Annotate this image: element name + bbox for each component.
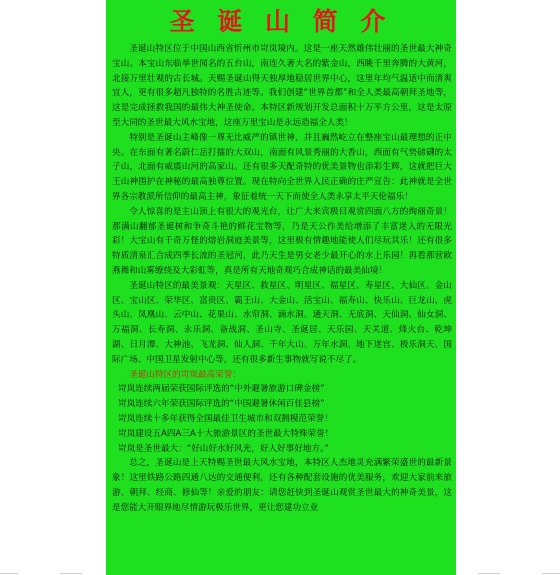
edge-mark [542, 573, 560, 574]
paragraph-observation-deck: 令人惊喜的是主山顶上有很大的观光台，让广大来宾极目观赏四面八方的绚丽奇景！那满山翻郁圣诞树和争奇斗艳的鲜花宝物等，乃是天公作美给增添了丰富迷人的无限光彩！大宝山有千奇万怪的熔岩洞庭美景等，这里极有情趣地能使人们尽玩其乐！还有很多特质清泉汇合成四季长流的圣冠河，此乃天生是男女老少最开心的水上乐园！再看那营欧燕舞和山雾缭绕及大彩虹等，真是所有天地奇观巧合成神话的最美仙境！ [112, 206, 452, 276]
honors-heading: 圣诞山特区的岢岚最高荣誉： [129, 369, 241, 380]
paragraph-closing: 总之，圣诞山是上天特赐圣世最大风水宝地，本特区人杰地灵充满繁荣盛世的最新景象！这里铁路公路四通八达的交通便利，还有各种配套设施的优美服务，欢迎大家前来旅游、朝拜、经商、修仙等！亲爱的朋友：请您赶快到圣诞山观赏圣世最大的神奇美景，这是您能大开眼界地尽情游玩极乐世界，更让您建功立业 [112, 458, 452, 513]
paragraph-location: 圣诞山特区位于中国山西省忻州市岢岚境内。这是一座天然雄伟壮丽的圣世最大神奇宝山。本宝山东临举世闻名的五台山，南连久著大名的紫金山，西眺千里奔腾的大黄河，北接万里壮观的古长城。天赐圣诞山得天独厚地稳居世界中心，这里年均气温适中而清爽宜人，更有很多超凡独特的名胜古迹等。我们创建“世界首都”和全人类最高朝拜圣地等，这是完成拯救我国的最伟大神圣使命。本特区新规划开发总面积十万平方公里，这是太原至大同的圣世最大风水宝地，这座万里宝山是永远造福全人类！ [112, 44, 452, 128]
honor-item: 岢岚连续六年荣获国际评选的“中国避暑休闲百佳县榜” [118, 399, 325, 410]
paragraph-scenic-spots: 圣诞山特区的最美景观：天星区、救星区、明星区、福星区、寿星区、大仙区、金山区、宝山区、荣华区、富贵区、霸王山、大金山、活宝山、福寿山、快乐山、巨龙山、虎头山、凤凰山、云中山、花果山、水帘洞、滴水洞、通天洞、无底洞、天仙洞、仙女洞、万福洞、长寿洞、永乐洞、备战洞、圣山寺、圣诞居、天乐园、天关道、烽火台、乾坤湖、日月潭、大神池、飞龙洞、仙人洞、千年大山、万年水洞、地下迷宫、极乐洞天、国际广场、中国卫星发射中心等，还有很多新生事物就写说不尽了。 [112, 280, 452, 365]
paragraph-main-peak: 特别是圣诞山主峰像一尊无比威严的镇世神，并且巍然屹立在整座宝山最理想的正中央。在东面有著名蔚仁岳打擂的大双山，南面有风景秀丽的大香山，西面有气势磅礴的太子山，北面有威震山河的高家山。还有很多天配奇特的优美景物也添彩生辉，这就把巨大王山神围护在神秘的最高独尊位置。现在特向全世界人民正确的庄严宣告：此神就是全世界各宗教派所信仰的最高主神，象征着统一天下而使全人类永享太平天伦福乐！ [112, 132, 452, 202]
edge-mark [60, 573, 82, 574]
honor-item: 岢岚连续十多年获得全国最佳卫生城市和双拥模范荣誉！ [118, 413, 333, 424]
document-body [106, 42, 456, 516]
edge-mark [0, 573, 18, 574]
edge-mark [478, 573, 500, 574]
honor-item: 岢岚连续两届荣获国际评选的“中外避暑旅游口碑金榜” [118, 384, 325, 395]
page-title: 圣 诞 山 简 介 [169, 7, 393, 36]
honor-item: 岢岚建设五A四A三A十大旅游景区的圣世最大特殊荣誉！ [118, 428, 334, 439]
honor-item: 岢岚是圣世最大：“好山好水好风光，好人好事好地方。” [118, 443, 329, 454]
page-edge-marks [0, 571, 560, 575]
document-page [106, 0, 456, 575]
